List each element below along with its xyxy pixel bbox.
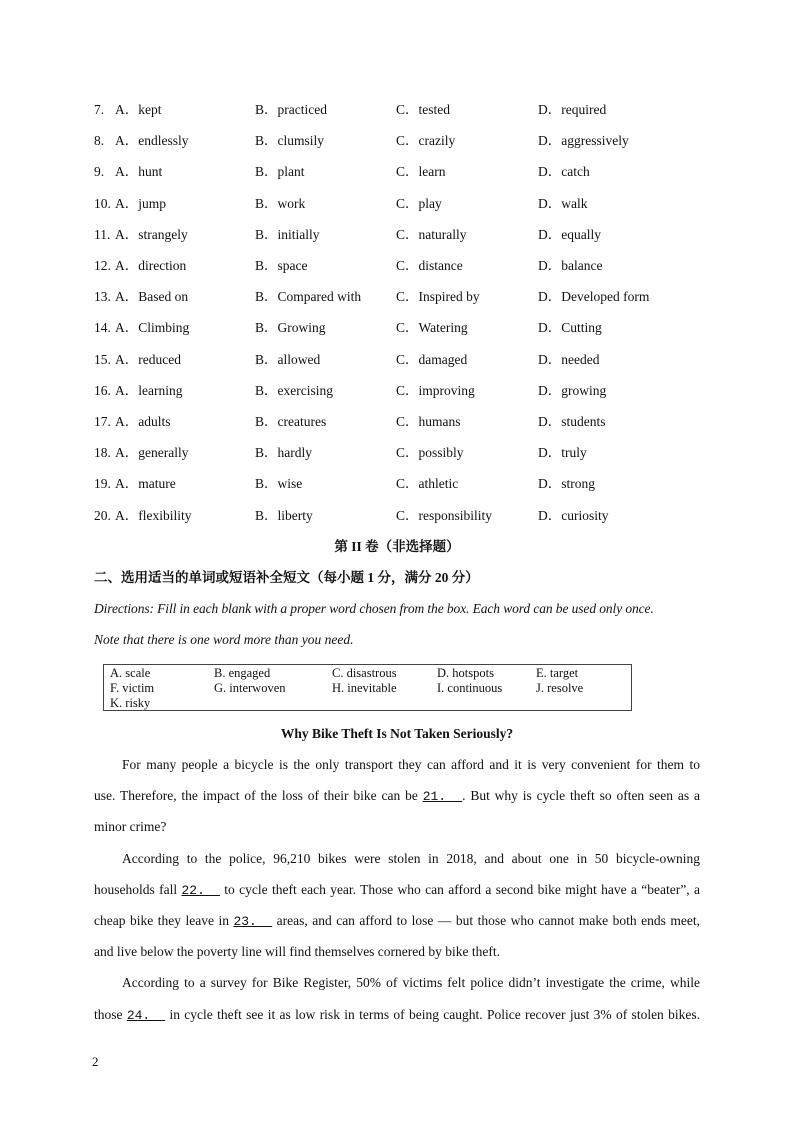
word-option: H. inevitable: [332, 681, 397, 695]
answer-blank[interactable]: 23.: [233, 914, 273, 929]
option-a: A．flexibility: [115, 507, 192, 523]
passage-line: [94, 1005, 700, 1025]
option-a: A．strangely: [115, 226, 188, 242]
question-number: 13.: [94, 289, 111, 305]
passage-text: to cycle theft each year. Those who can afford a second bike might have a “beater”, a: [219, 882, 700, 897]
option-c: C．naturally: [396, 226, 467, 242]
word-option: A. scale: [110, 666, 151, 680]
option-d: D．required: [538, 102, 607, 117]
option-b: B．allowed: [255, 351, 321, 367]
word-option: E. target: [536, 666, 579, 680]
word-option: C. disastrous: [332, 666, 397, 680]
option-d: D．equally: [538, 226, 601, 242]
option-d: D．Cutting: [538, 320, 602, 336]
question-number: 19.: [94, 476, 111, 492]
word-option: I. continuous: [437, 681, 503, 695]
passage-text: and live below the poverty line will find themselves cornered by bike theft.: [94, 944, 501, 959]
option-a: A．endlessly: [115, 133, 189, 149]
option-a: A．Based on: [115, 289, 189, 305]
option-c: C．Inspired by: [396, 289, 480, 305]
question-number: 16.: [94, 382, 111, 398]
word-option: J. resolve: [536, 681, 584, 695]
option-b: B．Growing: [255, 320, 326, 336]
option-a: A．mature: [115, 476, 176, 492]
answer-blank[interactable]: 24.: [126, 1008, 166, 1023]
option-d: D．growing: [538, 382, 607, 398]
passage-line: [94, 880, 700, 900]
option-a: A．Climbing: [115, 320, 190, 336]
option-d: D．truly: [538, 445, 587, 461]
option-d: D．walk: [538, 195, 588, 211]
option-c: C．humans: [396, 414, 461, 429]
option-c: C．distance: [396, 258, 463, 273]
option-b: B．space: [255, 258, 308, 273]
option-d: D．balance: [538, 258, 603, 273]
question-number: 10.: [94, 195, 111, 211]
section-heading: 二、选用适当的单词或短语补全短文（每小题 1 分，满分 20 分）: [94, 570, 479, 585]
passage-line: [94, 942, 700, 962]
option-c: C．play: [396, 195, 442, 211]
passage-line: [94, 786, 700, 806]
passage-text: households fall: [94, 882, 182, 897]
option-a: A．kept: [115, 102, 162, 117]
part-title: 第 II 卷（非选择题）: [334, 539, 460, 554]
question-number: 9.: [94, 164, 105, 180]
passage-title: Why Bike Theft Is Not Taken Seriously?: [280, 726, 514, 741]
passage-line: [94, 911, 700, 931]
passage-text: minor crime?: [94, 819, 167, 834]
option-a: A．direction: [115, 258, 187, 273]
option-b: B．liberty: [255, 507, 313, 523]
question-number: 18.: [94, 445, 111, 461]
answer-blank[interactable]: 21.: [422, 789, 463, 804]
option-c: C．possibly: [396, 445, 464, 461]
option-a: A．reduced: [115, 351, 181, 367]
option-b: B．exercising: [255, 382, 333, 398]
option-b: B．practiced: [255, 102, 327, 117]
option-c: C．athletic: [396, 476, 459, 492]
question-number: 8.: [94, 133, 105, 149]
question-number: 12.: [94, 258, 111, 273]
option-c: C．crazily: [396, 133, 456, 149]
option-b: B．wise: [255, 476, 303, 492]
option-a: A．generally: [115, 445, 189, 461]
option-d: D．aggressively: [538, 133, 629, 149]
option-c: C．learn: [396, 164, 446, 180]
question-number: 14.: [94, 320, 111, 336]
word-option: G. interwoven: [214, 681, 286, 695]
directions-line-1: Directions: Fill in each blank with a proper word chosen from the box. Each word can be used only once.: [94, 601, 654, 616]
passage-text: areas, and can afford to lose — but those who cannot make both ends meet,: [272, 913, 700, 928]
option-a: A．hunt: [115, 164, 163, 180]
option-b: B．Compared with: [255, 289, 362, 305]
directions-line-2: Note that there is one word more than you need.: [94, 632, 354, 647]
option-b: B．creatures: [255, 414, 327, 429]
passage-text: use. Therefore, the impact of the loss of their bike can be: [94, 788, 423, 803]
option-b: B．hardly: [255, 445, 312, 461]
word-box: [103, 664, 632, 711]
option-c: C．tested: [396, 102, 450, 117]
option-d: D．needed: [538, 351, 600, 367]
option-d: D．catch: [538, 164, 590, 180]
option-b: B．plant: [255, 164, 305, 180]
answer-blank[interactable]: 22.: [181, 883, 220, 898]
passage-text: For many people a bicycle is the only transport they can afford and it is very convenient for them to: [122, 757, 700, 772]
option-c: C．responsibility: [396, 507, 493, 523]
page-number: 2: [92, 1054, 99, 1069]
option-d: D．curiosity: [538, 507, 609, 523]
word-option: D. hotspots: [437, 666, 494, 680]
option-d: D．Developed form: [538, 289, 650, 305]
question-number: 11.: [94, 226, 111, 242]
question-number: 20.: [94, 507, 111, 523]
question-number: 7.: [94, 102, 105, 117]
passage-line: [94, 817, 700, 837]
word-option: K. risky: [110, 696, 151, 710]
word-option: B. engaged: [214, 666, 271, 680]
passage-text: in cycle theft see it as low risk in terms of being caught. Police recover just 3% of stolen bikes.: [165, 1007, 701, 1022]
option-a: A．adults: [115, 414, 171, 429]
question-number: 15.: [94, 351, 111, 367]
passage-text: . But why is cycle theft so often seen as a: [462, 788, 700, 803]
option-c: C．damaged: [396, 351, 468, 367]
passage-line: [122, 849, 700, 869]
option-c: C．improving: [396, 382, 475, 398]
passage-line: [122, 973, 700, 993]
option-b: B．initially: [255, 226, 320, 242]
option-d: D．strong: [538, 476, 595, 492]
passage-text: those: [94, 1007, 127, 1022]
option-c: C．Watering: [396, 320, 468, 336]
option-b: B．work: [255, 195, 306, 211]
option-d: D．students: [538, 414, 606, 429]
passage-text: According to a survey for Bike Register, 50% of victims felt police didn’t investigate the crime, while: [122, 975, 700, 990]
option-a: A．learning: [115, 382, 183, 398]
passage-text: According to the police, 96,210 bikes were stolen in 2018, and about one in 50 bicycle-owning: [122, 851, 700, 866]
word-option: F. victim: [110, 681, 155, 695]
option-a: A．jump: [115, 195, 167, 211]
option-b: B．clumsily: [255, 133, 325, 149]
passage-line: [122, 755, 700, 775]
passage-text: cheap bike they leave in: [94, 913, 234, 928]
question-number: 17.: [94, 414, 111, 429]
